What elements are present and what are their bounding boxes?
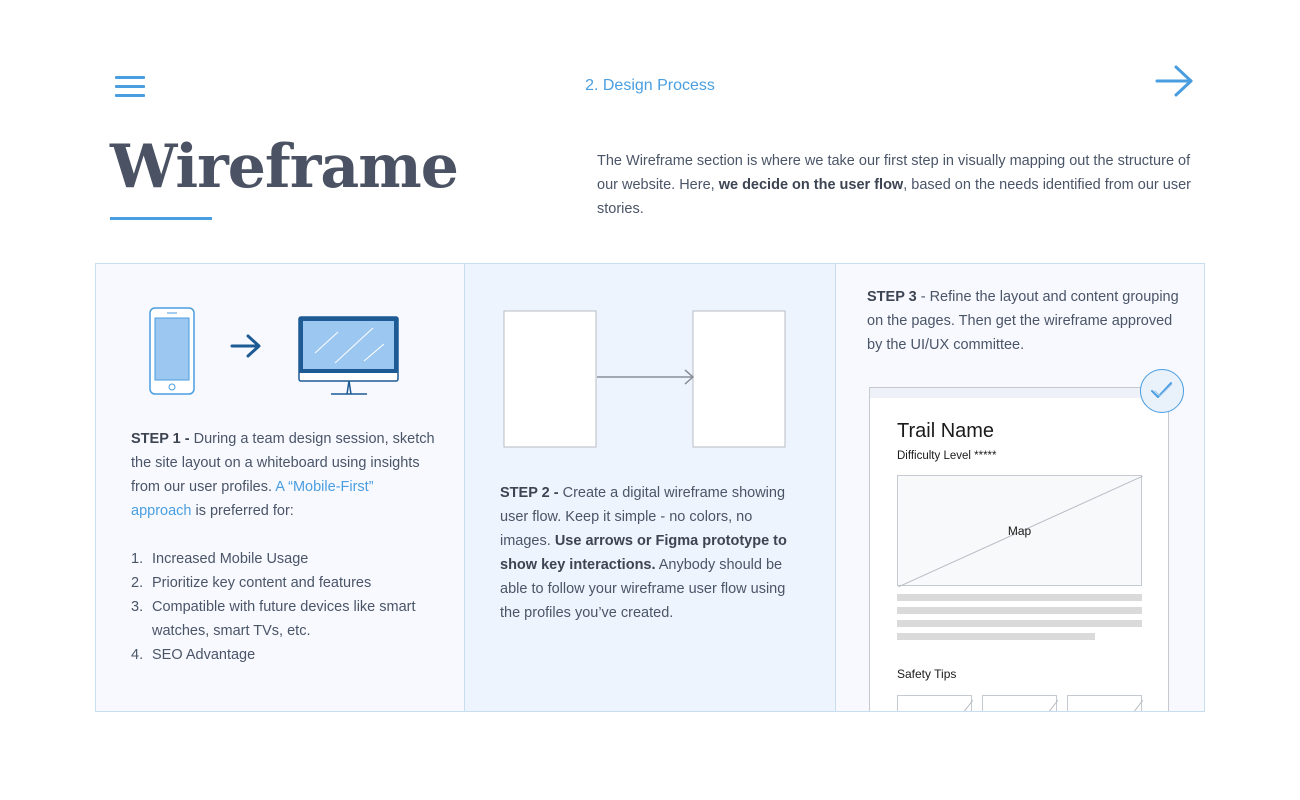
mobile-to-desktop-illustration	[148, 306, 403, 398]
intro-text: The Wireframe section is where we take our first step in visually mapping out the structure of our website. Here, we decide on the user flow, based on the needs identified from our user stories.	[597, 153, 1191, 217]
step-3-panel	[835, 263, 1205, 712]
checkmark-icon	[1140, 369, 1184, 413]
safety-tips-heading: Safety Tips	[897, 667, 957, 681]
title-underline	[110, 217, 212, 220]
list-item: 1. Increased Mobile Usage	[131, 551, 309, 567]
list-item: 2. Prioritize key content and features	[131, 575, 372, 591]
map-label: Map	[1007, 524, 1032, 538]
list-item: 4. SEO Advantage	[131, 647, 256, 663]
arrow-right-icon[interactable]	[1155, 64, 1195, 98]
mobile-first-link[interactable]: A “Mobile-First” approach	[131, 479, 374, 519]
benefits-list	[131, 547, 441, 667]
image-placeholder	[897, 695, 972, 712]
wireframe-mockup	[869, 387, 1169, 712]
wireframe-difficulty: Difficulty Level *****	[897, 450, 997, 462]
text-placeholder-line	[897, 594, 1142, 601]
text-placeholder-line	[897, 607, 1142, 614]
step-1-panel	[95, 263, 465, 712]
step-1-text: STEP 1 - During a team design session, sketch the site layout on a whiteboard using insights from our user profiles. A “Mobile-First” approach is preferred for:	[131, 431, 435, 519]
image-placeholder	[982, 695, 1057, 712]
wireframe-title: Trail Name	[897, 420, 995, 442]
section-label: 2. Design Process	[585, 77, 715, 94]
step-3-text: STEP 3 - Refine the layout and content grouping on the pages. Then get the wireframe approved by the UI/UX committee.	[867, 289, 1179, 353]
step-2-text: STEP 2 - Create a digital wireframe showing user flow. Keep it simple - no colors, no images. Use arrows or Figma prototype to show key interactions. Anybody should be able to follow your wireframe user flow using the profiles you’ve created.	[500, 485, 787, 621]
text-placeholder-line	[897, 633, 1095, 640]
list-item: 3. Compatible with future devices like smart watches, smart TVs, etc.	[131, 599, 416, 639]
step-2-panel	[465, 263, 835, 712]
text-placeholder-line	[897, 620, 1142, 627]
map-placeholder	[897, 475, 1142, 586]
user-flow-illustration	[503, 310, 787, 450]
page-title: Wireframe	[110, 132, 458, 202]
image-placeholder	[1067, 695, 1142, 712]
wireframe-topbar	[870, 388, 1168, 398]
